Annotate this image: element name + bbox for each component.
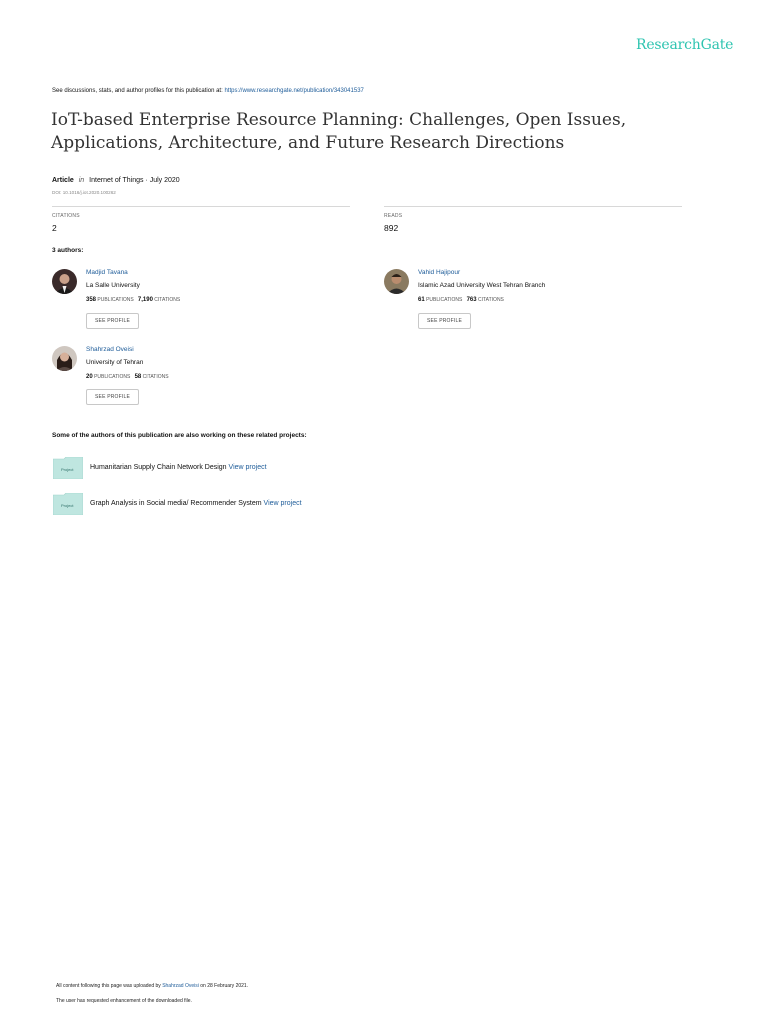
divider (52, 206, 350, 207)
author-stats (86, 297, 180, 303)
project-title: Humanitarian Supply Chain Network Design (90, 464, 227, 471)
author-name-link[interactable]: Shahrzad Oveisi (86, 346, 134, 353)
author-name-link[interactable]: Madjid Tavana (86, 269, 128, 276)
view-project-link[interactable]: View project (228, 464, 267, 471)
publications-count: 61 (418, 297, 425, 303)
citations-count: 7,190 (137, 297, 153, 303)
citations-label: CITATIONS (142, 374, 169, 380)
project-icon-label: Project (61, 503, 74, 508)
doi: DOI: 10.1016/j.iot.2020.100262 (52, 190, 116, 195)
project-title: Graph Analysis in Social media/ Recommender System (90, 500, 262, 507)
journal-name: Internet of Things · July 2020 (89, 177, 180, 184)
author-stats (418, 297, 504, 303)
project-icon[interactable] (53, 493, 83, 515)
see-profile-button[interactable]: SEE PROFILE (86, 313, 139, 329)
publications-count: 358 (86, 297, 97, 303)
project-icon-label: Project (61, 467, 74, 472)
avatar[interactable] (52, 346, 77, 371)
project-item (90, 500, 302, 507)
author-institution: Islamic Azad University West Tehran Branch (418, 282, 546, 289)
citations-label: CITATIONS (52, 213, 80, 219)
view-project-link[interactable]: View project (263, 500, 302, 507)
avatar[interactable] (52, 269, 77, 294)
article-meta (52, 177, 180, 184)
avatar[interactable] (384, 269, 409, 294)
in-word: in (78, 177, 85, 184)
paper-title: IoT-based Enterprise Resource Planning: Challenges, Open Issues, Applications, Architecture, and Future Research Directions (51, 110, 627, 153)
publications-label: PUBLICATIONS (97, 297, 134, 303)
citations-count: 2 (52, 223, 57, 233)
author-name-link[interactable]: Vahid Hajipour (418, 269, 461, 276)
upload-prefix: All content following this page was uploaded by (56, 983, 161, 989)
author-stats (86, 374, 169, 380)
publications-label: PUBLICATIONS (94, 374, 131, 380)
publications-label: PUBLICATIONS (426, 297, 463, 303)
author-institution: La Salle University (86, 282, 140, 289)
citations-count: 58 (134, 374, 142, 380)
divider (384, 206, 682, 207)
related-projects-heading: Some of the authors of this publication are also working on these related projects: (52, 432, 307, 439)
upload-note (56, 983, 248, 989)
see-profile-button[interactable]: SEE PROFILE (418, 313, 471, 329)
reads-label: READS (384, 213, 403, 219)
enhancement-note: The user has requested enhancement of the downloaded file. (56, 998, 192, 1004)
author-institution: University of Tehran (86, 359, 144, 366)
see-profile-button[interactable]: SEE PROFILE (86, 389, 139, 405)
upload-suffix: on 28 February 2021. (200, 983, 249, 989)
researchgate-logo[interactable]: ResearchGate (636, 37, 734, 53)
authors-heading: 3 authors: (52, 247, 84, 254)
source-prefix: See discussions, stats, and author profiles for this publication at: (52, 88, 223, 94)
article-type: Article (52, 177, 74, 184)
citations-count: 763 (466, 297, 477, 303)
uploader-link[interactable]: Shahrzad Oveisi (162, 983, 199, 989)
reads-count: 892 (384, 223, 399, 233)
publication-url-link[interactable]: https://www.researchgate.net/publication/343041537 (224, 88, 364, 94)
source-line (52, 88, 364, 94)
citations-label: CITATIONS (477, 297, 504, 303)
publications-count: 20 (86, 374, 93, 380)
project-item (90, 464, 267, 471)
citations-label: CITATIONS (154, 297, 181, 303)
project-icon[interactable] (53, 457, 83, 479)
